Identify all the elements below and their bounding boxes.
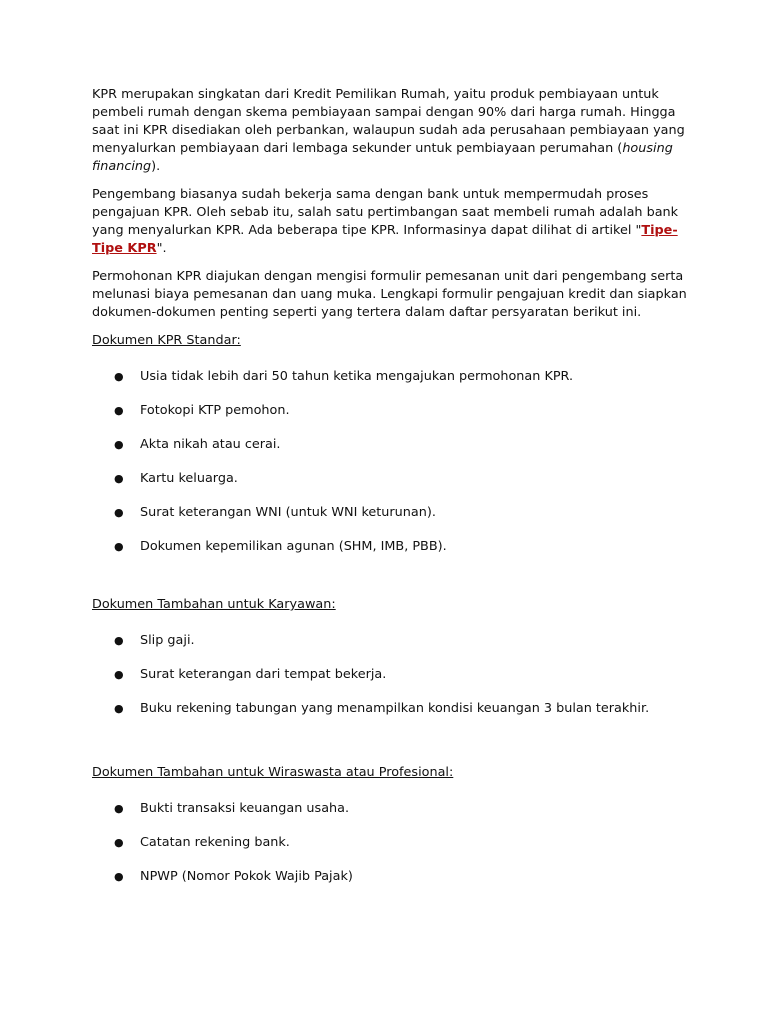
intro-text: KPR merupakan singkatan dari Kredit Pemilikan Rumah, yaitu produk pembiayaan untuk pembeli rumah dengan skema pembiayaan sampai dengan 90% dari harga rumah. Hingga saat ini KPR disediakan oleh perbankan, walaupun sudah ada perusahaan pembiayaan yang menyalurkan pembiayaan dari lembaga sekunder untuk pembiayaan perumahan (: [92, 87, 685, 156]
bullet-icon: ●: [114, 404, 124, 417]
section-title-standar: Dokumen KPR Standar:: [92, 333, 241, 348]
list-item: [92, 470, 692, 488]
intro-paragraph: [92, 86, 692, 176]
bullet-icon: ●: [114, 438, 124, 451]
tipe-kpr-link[interactable]: Tipe-Tipe KPR: [92, 223, 678, 256]
list-item: [92, 402, 692, 420]
bullet-icon: ●: [114, 370, 124, 383]
list-item-text: Surat keterangan dari tempat bekerja.: [140, 667, 387, 682]
list-item: [92, 834, 692, 852]
list-item-text: Usia tidak lebih dari 50 tahun ketika mengajukan permohonan KPR.: [140, 369, 574, 384]
bullet-icon: ●: [114, 802, 124, 815]
list-item-text: Akta nikah atau cerai.: [140, 437, 281, 452]
intro-italic-term: housing financing: [92, 141, 673, 174]
list-item-text: Surat keterangan WNI (untuk WNI keturunan).: [140, 505, 436, 520]
developer-end: ".: [156, 241, 167, 256]
application-paragraph: Permohonan KPR diajukan dengan mengisi formulir pemesanan unit dari pengembang serta melunasi biaya pemesanan dan uang muka. Lengkapi formulir pengajuan kredit dan siapkan dokumen-dokumen penting seperti yang tertera dalam daftar persyaratan berikut ini.: [92, 269, 687, 320]
bullet-icon: ●: [114, 472, 124, 485]
list-item: [92, 632, 692, 650]
list-item-text: Buku rekening tabungan yang menampilkan kondisi keuangan 3 bulan terakhir.: [140, 701, 650, 716]
bullet-icon: ●: [114, 506, 124, 519]
bullet-icon: ●: [114, 702, 124, 715]
section-title-karyawan: Dokumen Tambahan untuk Karyawan:: [92, 597, 336, 612]
list-item-text: Catatan rekening bank.: [140, 835, 290, 850]
section-title-wiraswasta: Dokumen Tambahan untuk Wiraswasta atau Profesional:: [92, 765, 454, 780]
bullet-icon: ●: [114, 668, 124, 681]
list-item-text: Slip gaji.: [140, 633, 195, 648]
bullet-icon: ●: [114, 870, 124, 883]
list-item: [92, 436, 692, 454]
list-standar: [92, 368, 692, 556]
list-item-text: Fotokopi KTP pemohon.: [140, 403, 290, 418]
bullet-icon: ●: [114, 634, 124, 647]
developer-paragraph: [92, 186, 692, 258]
intro-end: ).: [151, 159, 161, 174]
list-item: [92, 700, 692, 718]
bullet-icon: ●: [114, 540, 124, 553]
list-karyawan: [92, 632, 692, 718]
list-wiraswasta: [92, 800, 692, 886]
list-item-text: NPWP (Nomor Pokok Wajib Pajak): [140, 869, 353, 884]
list-item: [92, 368, 692, 386]
list-item: [92, 504, 692, 522]
list-item-text: Dokumen kepemilikan agunan (SHM, IMB, PBB).: [140, 539, 447, 554]
developer-text: Pengembang biasanya sudah bekerja sama dengan bank untuk mempermudah proses pengajuan KPR. Oleh sebab itu, salah satu pertimbangan saat membeli rumah adalah bank yang menyalurkan KPR. Ada beberapa tipe KPR. Informasinya dapat dilihat di artikel ": [92, 187, 679, 238]
list-item: [92, 868, 692, 886]
list-item-text: Kartu keluarga.: [140, 471, 238, 486]
document-page: [92, 86, 692, 902]
bullet-icon: ●: [114, 836, 124, 849]
list-item: [92, 800, 692, 818]
list-item: [92, 538, 692, 556]
list-item-text: Bukti transaksi keuangan usaha.: [140, 801, 350, 816]
list-item: [92, 666, 692, 684]
